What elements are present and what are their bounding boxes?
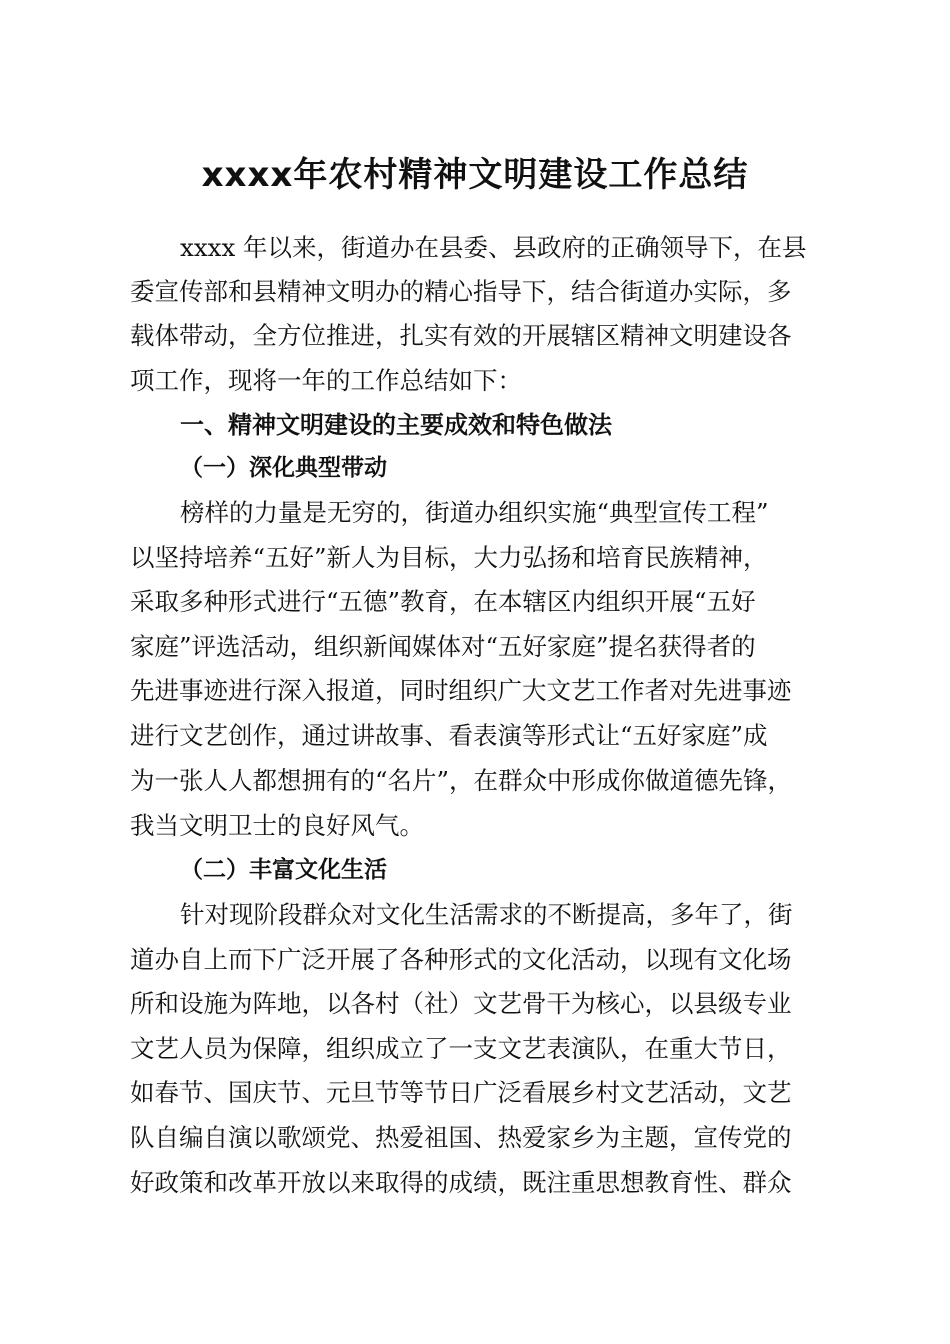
paragraph-line: 所和设施为阵地，以各村（社）文艺骨干为核心，以县级专业 [130, 989, 792, 1018]
paragraph-line: 我当文明卫士的良好风气。 [130, 811, 424, 840]
intro-line: 载体带动，全方位推进，扎实有效的开展辖区精神文明建设各 [130, 321, 792, 350]
paragraph-line: 针对现阶段群众对文化生活需求的不断提高，多年了，街 [180, 900, 793, 929]
paragraph-line: 道办自上而下广泛开展了各种形式的文化活动，以现有文化场 [130, 945, 792, 974]
paragraph-line: 先进事迹进行深入报道，同时组织广大文艺工作者对先进事迹 [130, 676, 792, 705]
subsection-heading: （一）深化典型带动 [180, 454, 387, 481]
paragraph-line: 队自编自演以歌颂党、热爱祖国、热爱家乡为主题，宣传党的 [130, 1123, 792, 1152]
section-heading: 一、精神文明建设的主要成效和特色做法 [180, 411, 612, 439]
paragraph-line: 如春节、国庆节、元旦节等节日广泛看展乡村文艺活动，文艺 [130, 1078, 792, 1107]
paragraph-line: 好政策和改革开放以来取得的成绩，既注重思想教育性、群众 [130, 1168, 792, 1197]
paragraph-line: 进行文艺创作，通过讲故事、看表演等形式让“五好家庭”成 [130, 721, 768, 750]
paragraph-line: 家庭”评选活动，组织新闻媒体对“五好家庭”提名获得者的 [130, 632, 756, 661]
paragraph-line: 采取多种形式进行“五德”教育，在本辖区内组织开展“五好 [130, 587, 756, 616]
intro-line: 委宣传部和县精神文明办的精心指导下，结合街道办实际，多 [130, 277, 792, 306]
paragraph-line: 为一张人人都想拥有的“名片”，在群众中形成你做道德先锋， [130, 766, 793, 795]
document-title: xxxx年农村精神文明建设工作总结 [201, 155, 749, 195]
intro-line: 项工作，现将一年的工作总结如下： [130, 366, 522, 395]
paragraph-line: 榜样的力量是无穷的，街道办组织实施“典型宣传工程” [180, 498, 769, 527]
paragraph-line: 以坚持培养“五好”新人为目标，大力弘扬和培育民族精神， [130, 543, 768, 572]
subsection-heading: （二）丰富文化生活 [180, 856, 387, 883]
intro-line: xxxx 年以来，街道办在县委、县政府的正确领导下，在县 [180, 233, 807, 262]
paragraph-line: 文艺人员为保障，组织成立了一支文艺表演队，在重大节日， [130, 1034, 792, 1063]
